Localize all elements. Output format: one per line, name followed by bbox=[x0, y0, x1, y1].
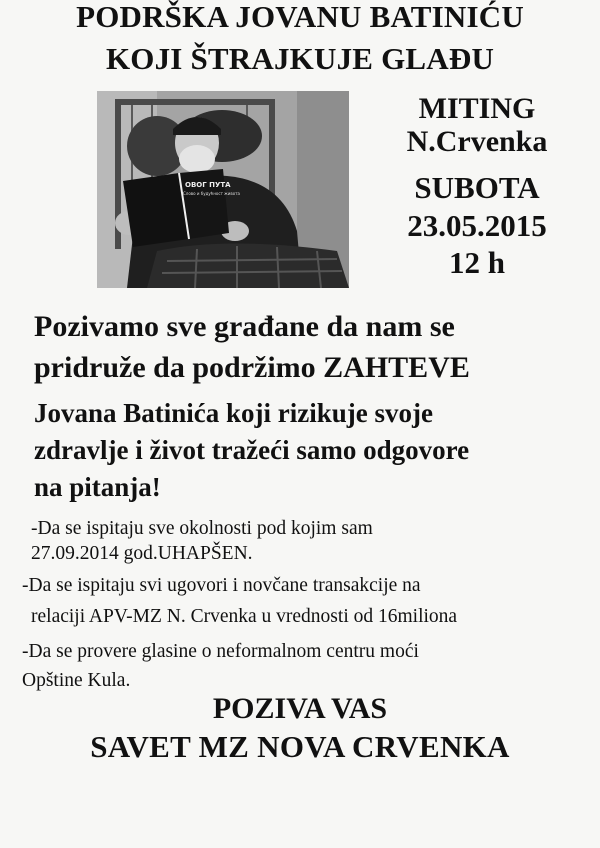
demand-item bbox=[22, 639, 419, 693]
poster-headline-line1: PODRŠKA JOVANU BATINIĆU bbox=[76, 0, 524, 34]
event-date: 23.05.2015 bbox=[407, 208, 547, 243]
event-title-line2: N.Crvenka bbox=[406, 125, 548, 158]
demand-line2: Opštine Kula. bbox=[22, 670, 131, 691]
footer-organizer: SAVET MZ NOVA CRVENKA bbox=[90, 729, 510, 764]
footer-invitation: POZIVA VAS bbox=[212, 692, 388, 725]
call-p2-line1: Jovana Batinića koji rizikuje svoje bbox=[34, 398, 433, 428]
hunger-striker-photo bbox=[97, 91, 349, 288]
call-paragraph-1 bbox=[34, 306, 594, 388]
event-datetime bbox=[354, 172, 600, 279]
demand-item bbox=[31, 516, 373, 566]
event-title bbox=[354, 92, 600, 158]
demand-item bbox=[22, 573, 457, 629]
call-paragraph-2 bbox=[34, 395, 594, 506]
demand-line1: -Da se provere glasine o neformalnom centru moći bbox=[22, 641, 419, 662]
demand-line1: -Da se ispitaju svi ugovori i novčane transakcije na bbox=[22, 575, 421, 596]
call-p2-line2: zdravlje i život tražeći samo odgovore bbox=[34, 435, 470, 465]
poster-headline-line2: KOJI ŠTRAJKUJE GLAĐU bbox=[105, 41, 495, 76]
demand-line2: relaciji APV-MZ N. Crvenka u vrednosti od 16miliona bbox=[31, 606, 458, 627]
call-line2: pridruže da podržimo ZAHTEVE bbox=[34, 351, 470, 384]
event-time: 12 h bbox=[449, 245, 505, 280]
call-p2-line3: na pitanja! bbox=[34, 472, 161, 502]
demand-line2: 27.09.2014 god.UHAPŠEN. bbox=[31, 543, 253, 564]
event-title-line1: MITING bbox=[418, 92, 536, 125]
event-day: SUBOTA bbox=[414, 170, 540, 205]
demand-line1: -Da se ispitaju sve okolnosti pod kojim sam bbox=[31, 518, 373, 539]
book-title-text: ОВОГ ПУТА bbox=[185, 181, 231, 189]
call-line1: Pozivamo sve građane da nam se bbox=[34, 310, 455, 343]
book-subtitle-text: Слово и будућност живота bbox=[183, 191, 240, 196]
